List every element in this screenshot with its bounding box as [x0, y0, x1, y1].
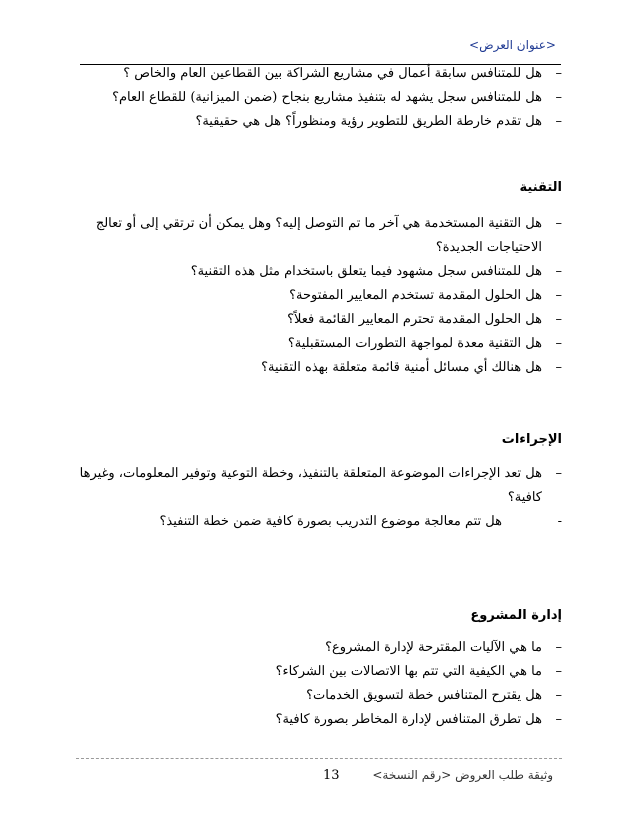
- list-item: – هل هنالك أي مسائل أمنية قائمة متعلقة بهذه التقنية؟: [76, 356, 562, 380]
- bullet-marker: –: [555, 66, 562, 81]
- footer-divider: [76, 758, 562, 759]
- bullet-marker: –: [555, 312, 562, 327]
- list-item: – ما هي الآليات المقترحة لإدارة المشروع؟: [76, 636, 562, 660]
- list-item: – هل التقنية المستخدمة هي آخر ما تم التوصل إليه؟ وهل يمكن أن ترتقي إلى أو تعالج الاحتياجات الجديدة؟: [76, 212, 562, 260]
- section-heading-project-management: إدارة المشروع: [470, 608, 562, 623]
- list-item: – هل تعد الإجراءات الموضوعة المتعلقة بالتنفيذ، وخطة التوعية وتوفير المعلومات، وغيرها كافية؟: [76, 462, 562, 510]
- bullet-marker: -: [557, 514, 562, 529]
- list-item: – هل للمتنافس سابقة أعمال في مشاريع الشراكة بين القطاعين العام والخاص ؟: [76, 62, 562, 86]
- list-item: – هل للمتنافس سجل مشهود فيما يتعلق باستخدام مثل هذه التقنية؟: [76, 260, 562, 284]
- bullet-marker: –: [555, 288, 562, 303]
- list-item: – ما هي الكيفية التي تتم بها الاتصالات بين الشركاء؟: [76, 660, 562, 684]
- procedures-bullet-list: [76, 462, 562, 534]
- project-management-bullet-list: [76, 636, 562, 732]
- section-heading-technology: التقنية: [519, 180, 562, 195]
- list-item: – هل التقنية معدة لمواجهة التطورات المستقبلية؟: [76, 332, 562, 356]
- document-header-title: <عنوان العرض>: [469, 38, 556, 52]
- list-item: – هل تطرق المتنافس لإدارة المخاطر بصورة كافية؟: [76, 708, 562, 732]
- list-item: – هل تقدم خارطة الطريق للتطوير رؤية ومنظوراً؟ هل هي حقيقية؟: [76, 110, 562, 134]
- list-item: - هل تتم معالجة موضوع التدريب بصورة كافية ضمن خطة التنفيذ؟: [76, 510, 562, 534]
- bullet-marker: –: [555, 640, 562, 655]
- bullet-marker: –: [555, 688, 562, 703]
- list-item: – هل الحلول المقدمة تستخدم المعايير المفتوحة؟: [76, 284, 562, 308]
- bullet-marker: –: [555, 360, 562, 375]
- bullet-marker: –: [555, 216, 562, 231]
- bullet-marker: –: [555, 466, 562, 481]
- bullet-marker: –: [555, 712, 562, 727]
- footer-document-label: وثيقة طلب العروض <رقم النسخة>: [372, 768, 553, 782]
- bullet-marker: –: [555, 664, 562, 679]
- bullet-marker: –: [555, 114, 562, 129]
- bullet-marker: –: [555, 264, 562, 279]
- list-item: – هل الحلول المقدمة تحترم المعايير القائمة فعلاً؟: [76, 308, 562, 332]
- list-item: – هل يقترح المتنافس خطة لتسويق الخدمات؟: [76, 684, 562, 708]
- bullet-marker: –: [555, 90, 562, 105]
- intro-bullet-list: [76, 62, 562, 134]
- bullet-marker: –: [555, 336, 562, 351]
- list-item: – هل للمتنافس سجل يشهد له بتنفيذ مشاريع بنجاح (ضمن الميزانية) للقطاع العام؟: [76, 86, 562, 110]
- technology-bullet-list: [76, 212, 562, 380]
- page-number: 13: [323, 768, 340, 783]
- section-heading-procedures: الإجراءات: [501, 432, 562, 447]
